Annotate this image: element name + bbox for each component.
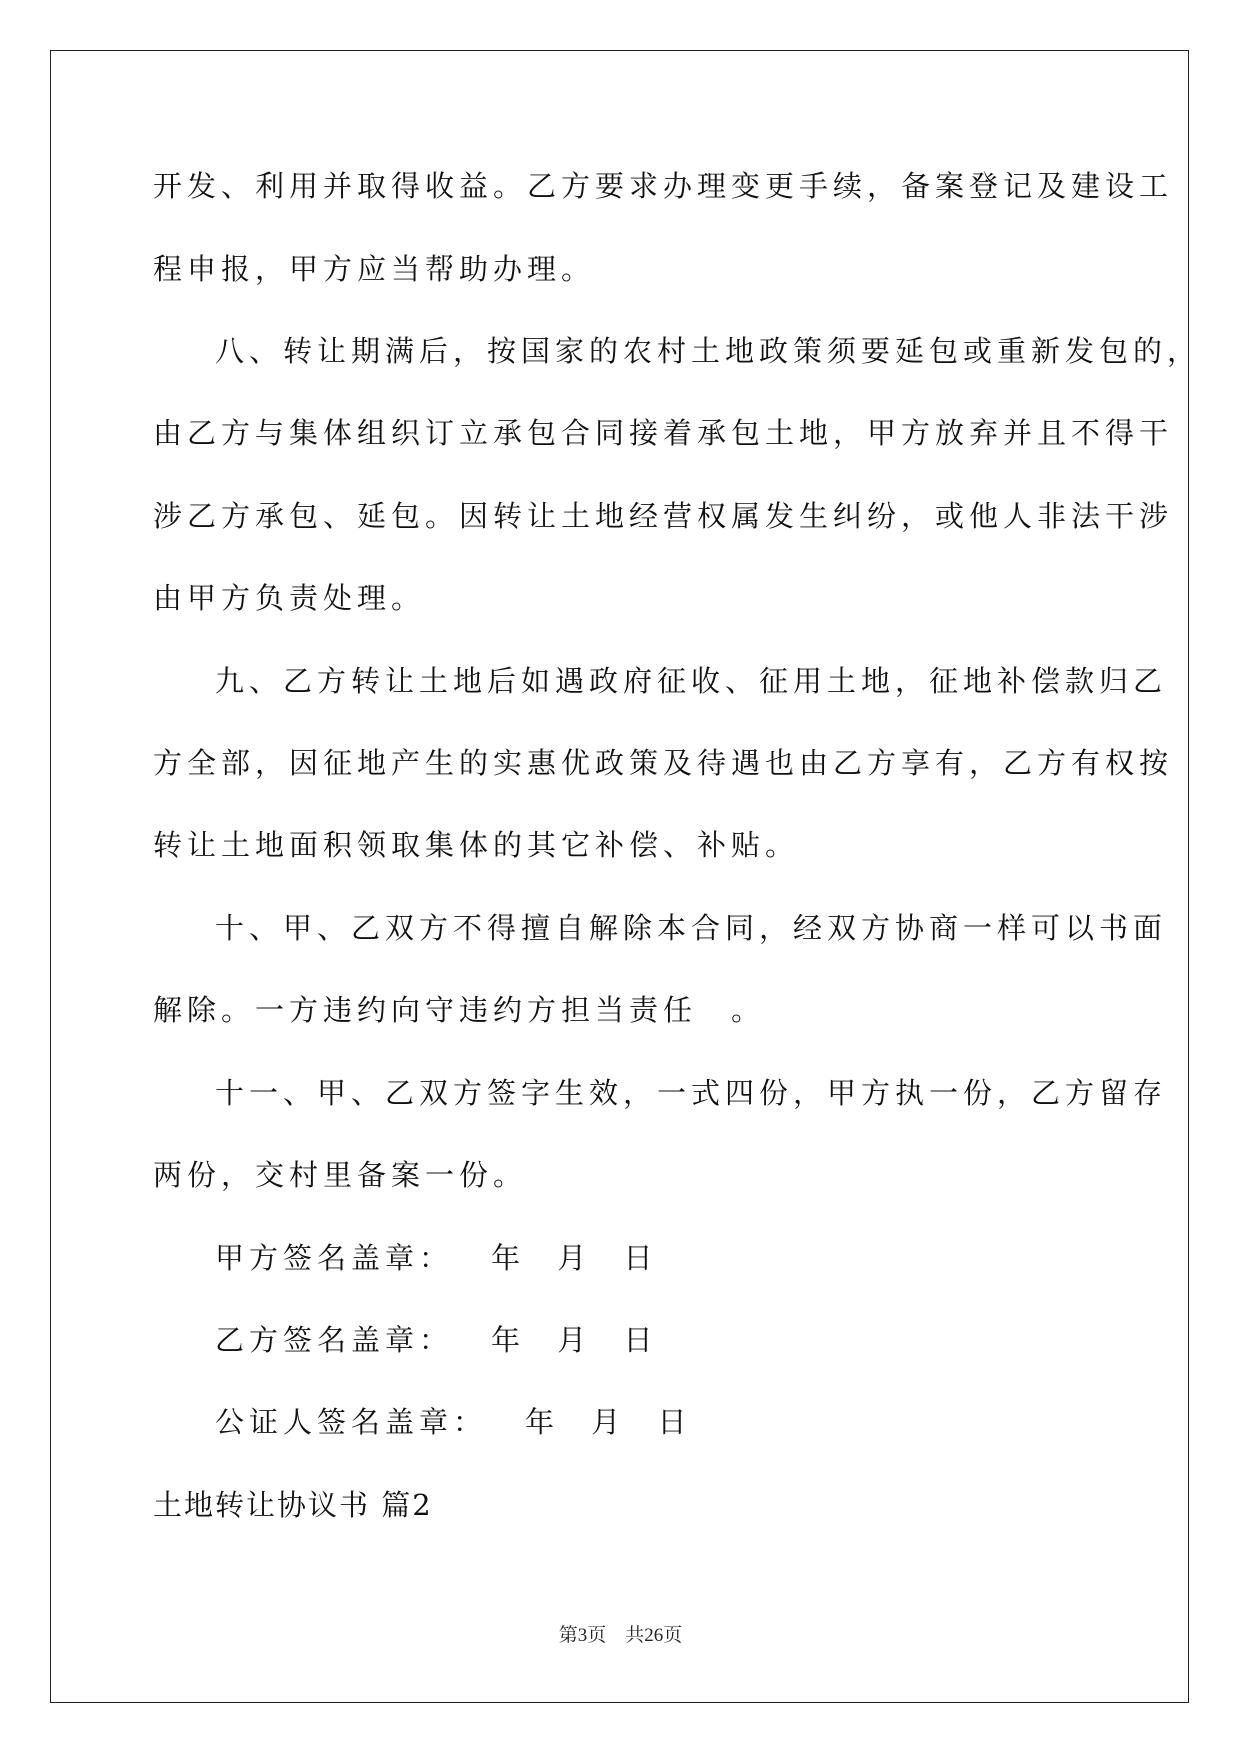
page-number: 第3页	[558, 1625, 607, 1646]
signature-label: 公证人签名盖章：	[215, 1405, 488, 1439]
clause-9-line-1: 九、乙方转让土地后如遇政府征收、征用土地，征地补偿款归乙	[215, 664, 1168, 698]
clause-10-line-1: 十、甲、乙双方不得擅自解除本合同，经双方协商一样可以书面	[215, 911, 1168, 945]
clause-10-line-2: 解除。一方违约向守违约方担当责任 。	[153, 993, 766, 1027]
signature-label: 乙方签名盖章：	[215, 1323, 454, 1357]
paragraph-1-line-2: 程申报，甲方应当帮助办理。	[153, 252, 596, 286]
clause-8-line-4: 由甲方负责处理。	[153, 581, 426, 615]
clause-9-line-3: 转让土地面积领取集体的其它补偿、补贴。	[153, 828, 800, 862]
clause-8-line-1: 八、转让期满后，按国家的农村土地政策须要延包或重新发包的，	[215, 334, 1202, 368]
clause-9-line-2: 方全部，因征地产生的实惠优政策及待遇也由乙方享有，乙方有权按	[153, 746, 1174, 780]
signature-date: 年 月 日	[525, 1405, 701, 1439]
signature-notary	[215, 1405, 701, 1439]
clause-8-line-2: 由乙方与集体组织订立承包合同接着承包土地，甲方放弃并且不得干	[153, 416, 1174, 450]
page-frame	[50, 50, 1189, 1703]
clause-11-line-2: 两份，交村里备案一份。	[153, 1158, 528, 1192]
section-heading: 土地转让协议书 篇2	[153, 1488, 433, 1522]
clause-8-line-3: 涉乙方承包、延包。因转让土地经营权属发生纠纷，或他人非法干涉	[153, 499, 1174, 533]
signature-party-a	[215, 1241, 667, 1275]
page-footer	[0, 1620, 1241, 1647]
signature-party-b	[215, 1323, 667, 1357]
page-total: 共26页	[625, 1625, 683, 1646]
paragraph-1-line-1: 开发、利用并取得收益。乙方要求办理变更手续，备案登记及建设工	[153, 169, 1174, 203]
signature-date: 年 月 日	[491, 1323, 667, 1357]
clause-11-line-1: 十一、甲、乙双方签字生效，一式四份，甲方执一份，乙方留存	[215, 1076, 1168, 1110]
signature-date: 年 月 日	[491, 1241, 667, 1275]
signature-label: 甲方签名盖章：	[215, 1241, 454, 1275]
